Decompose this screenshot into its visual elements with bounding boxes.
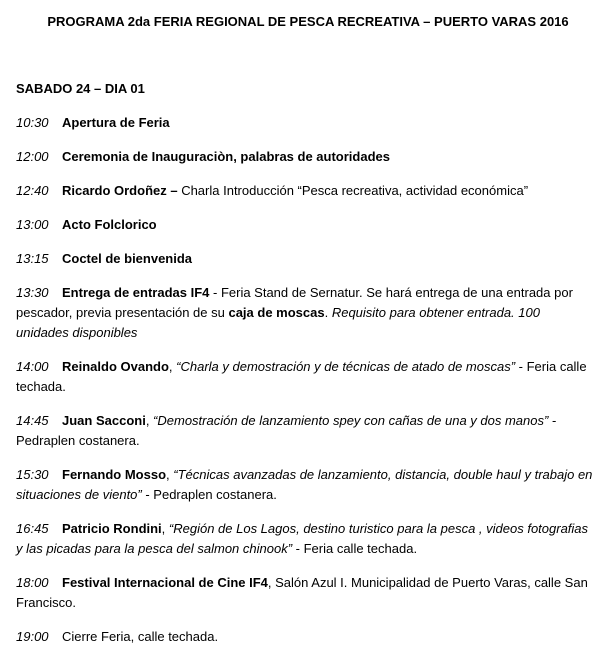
event-text-segment: Juan Sacconi bbox=[62, 413, 146, 428]
event-text-segment: , bbox=[168, 359, 177, 374]
event-text-segment: . bbox=[324, 305, 332, 320]
schedule-item bbox=[16, 573, 596, 613]
event-text-segment: - Pedraplen costanera. bbox=[141, 487, 277, 502]
event-text-segment: Coctel de bienvenida bbox=[62, 251, 193, 266]
event-text-segment: Festival Internacional de Cine IF4 bbox=[62, 575, 268, 590]
document-title: PROGRAMA 2da FERIA REGIONAL DE PESCA RECREATIVA – PUERTO VARAS 2016 bbox=[47, 14, 569, 29]
event-time: 13:15 bbox=[16, 251, 49, 266]
day-header: SABADO 24 – DIA 01 bbox=[16, 81, 145, 96]
event-text-segment: Entrega de entradas IF4 bbox=[62, 285, 210, 300]
schedule-item bbox=[16, 181, 596, 201]
event-text-segment: Requisito para obtener entrada. 100 unidades disponibles bbox=[16, 305, 540, 340]
schedule-item bbox=[16, 215, 596, 235]
event-time: 13:00 bbox=[16, 217, 49, 232]
event-text-segment: Ceremonia de Inauguraciòn, palabras de autoridades bbox=[62, 149, 390, 164]
event-text-segment: Fernando Mosso bbox=[62, 467, 167, 482]
event-text-segment: caja de moscas bbox=[228, 305, 325, 320]
event-text-segment: , bbox=[161, 521, 169, 536]
event-text-segment: Patricio Rondini bbox=[62, 521, 162, 536]
event-text-segment: Acto Folclorico bbox=[62, 217, 157, 232]
event-text-segment: , bbox=[145, 413, 154, 428]
event-text-segment: “Región de Los Lagos, destino turistico para la pesca , videos fotografias y las picadas para la pesca del salmon chinook” bbox=[16, 521, 589, 556]
event-time: 13:30 bbox=[16, 285, 49, 300]
event-time: 16:45 bbox=[16, 521, 49, 536]
event-text-segment: Charla Introducción “Pesca recreativa, actividad económica” bbox=[177, 183, 529, 198]
schedule-item bbox=[16, 357, 596, 397]
event-time: 14:45 bbox=[16, 413, 49, 428]
event-text-segment: Reinaldo Ovando bbox=[62, 359, 169, 374]
event-time: 12:00 bbox=[16, 149, 49, 164]
event-text-segment: , Salón Azul I. Municipalidad de Puerto Varas, calle San Francisco. bbox=[16, 575, 588, 610]
event-text-segment: , bbox=[166, 467, 174, 482]
event-time: 10:30 bbox=[16, 115, 49, 130]
event-text-segment: “Charla y demostración y de técnicas de atado de moscas” bbox=[176, 359, 516, 374]
event-time: 14:00 bbox=[16, 359, 49, 374]
event-text-segment: - Feria calle techada. bbox=[292, 541, 418, 556]
event-time: 18:00 bbox=[16, 575, 49, 590]
schedule-item bbox=[16, 519, 596, 559]
event-time: 15:30 bbox=[16, 467, 49, 482]
event-text-segment: Cierre Feria, calle techada. bbox=[62, 629, 219, 644]
event-text-segment: “Técnicas avanzadas de lanzamiento, distancia, double haul y trabajo en situaciones de viento” bbox=[16, 467, 593, 502]
event-text-segment: Apertura de Feria bbox=[62, 115, 170, 130]
schedule-item bbox=[16, 411, 596, 451]
event-text-segment: - Pedraplen costanera. bbox=[16, 413, 557, 448]
event-text-segment: Ricardo Ordoñez – bbox=[62, 183, 178, 198]
schedule-item bbox=[16, 147, 596, 167]
schedule-item bbox=[16, 113, 596, 133]
schedule-item bbox=[16, 249, 596, 269]
event-text-segment: - Feria Stand de Sernatur. Se hará entrega de una entrada por pescador, previa presentación de su bbox=[16, 285, 573, 320]
event-time: 19:00 bbox=[16, 629, 49, 644]
schedule-item bbox=[16, 283, 596, 343]
event-list bbox=[16, 113, 596, 647]
event-text-segment: - Feria calle techada. bbox=[16, 359, 587, 394]
event-time: 12:40 bbox=[16, 183, 49, 198]
event-text-segment: “Demostración de lanzamiento spey con cañas de una y dos manos” bbox=[153, 413, 549, 428]
schedule-item bbox=[16, 627, 596, 647]
schedule-item bbox=[16, 465, 596, 505]
